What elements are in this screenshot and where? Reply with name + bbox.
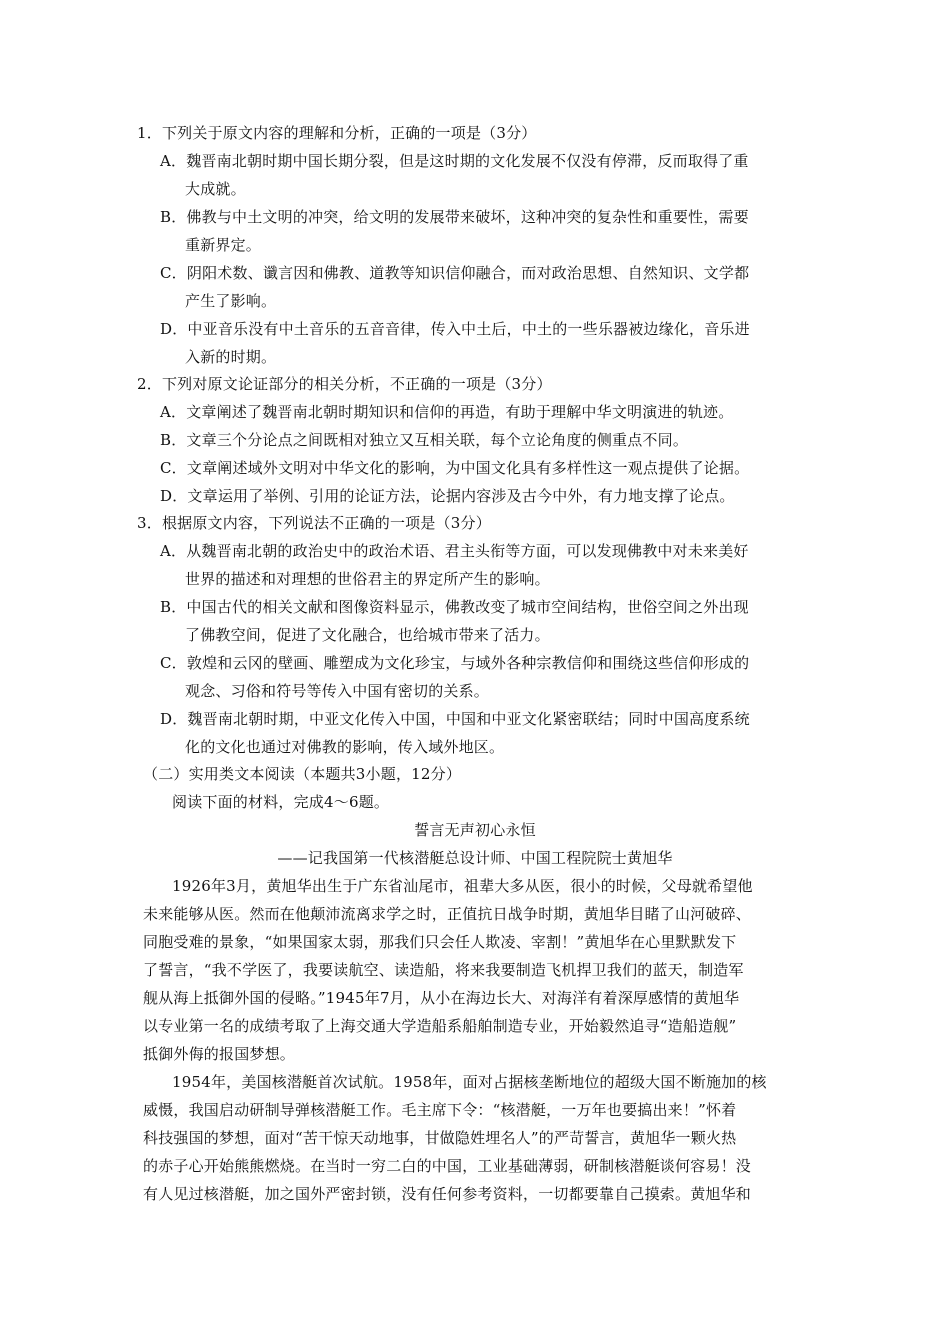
- question-1-option-c: C．阴阳术数、谶言因和佛教、道教等知识信仰融合，而对政治思想、自然知识、文学都: [160, 264, 750, 282]
- question-1-option-b: B．佛教与中土文明的冲突，给文明的发展带来破坏，这种冲突的复杂性和重要性，需要: [160, 208, 749, 226]
- article-paragraph-1-line: 舰从海上抵御外国的侵略。”1945年7月，从小在海边长大、对海洋有着深厚感情的黄旭华: [143, 989, 740, 1007]
- question-2-option-c: C．文章阐述域外文明对中华文化的影响，为中国文化具有多样性这一观点提供了论据。: [160, 459, 750, 477]
- section-instruction: 阅读下面的材料，完成4～6题。: [172, 793, 390, 811]
- question-2-option-d: D．文章运用了举例、引用的论证方法，论据内容涉及古今中外，有力地支撑了论点。: [160, 487, 735, 505]
- question-3-option-d-cont: 化的文化也通过对佛教的影响，传入域外地区。: [185, 738, 505, 756]
- question-2-option-b: B．文章三个分论点之间既相对独立又互相关联，每个立论角度的侧重点不同。: [160, 431, 689, 449]
- question-1-option-d-cont: 入新的时期。: [185, 348, 277, 366]
- question-3-option-b-cont: 了佛教空间，促进了文化融合，也给城市带来了活力。: [185, 626, 550, 644]
- article-title: 誓言无声初心永恒: [414, 821, 536, 839]
- question-3-option-b: B．中国古代的相关文献和图像资料显示，佛教改变了城市空间结构，世俗空间之外出现: [160, 598, 749, 616]
- question-2-option-a: A．文章阐述了魏晋南北朝时期知识和信仰的再造，有助于理解中华文明演进的轨迹。: [160, 403, 734, 421]
- article-subtitle: ——记我国第一代核潜艇总设计师、中国工程院院士黄旭华: [277, 849, 673, 867]
- question-3-stem: 3．根据原文内容，下列说法不正确的一项是（3分）: [137, 514, 491, 532]
- question-3-option-c: C．敦煌和云冈的壁画、雕塑成为文化珍宝，与域外各种宗教信仰和围绕这些信仰形成的: [160, 654, 750, 672]
- question-1-option-c-cont: 产生了影响。: [185, 292, 277, 310]
- question-1-option-a: A．魏晋南北朝时期中国长期分裂，但是这时期的文化发展不仅没有停滞，反而取得了重: [160, 152, 749, 170]
- article-paragraph-2-line: 威慑，我国启动研制导弹核潜艇工作。毛主席下令：“核潜艇，一万年也要搞出来！”怀着: [143, 1101, 737, 1119]
- question-3-option-d: D．魏晋南北朝时期，中亚文化传入中国，中国和中亚文化紧密联结；同时中国高度系统: [160, 710, 750, 728]
- article-paragraph-2-line: 1954年，美国核潜艇首次试航。1958年，面对占据核垄断地位的超级大国不断施加的核: [172, 1073, 767, 1091]
- article-paragraph-2-line: 有人见过核潜艇，加之国外严密封锁，没有任何参考资料，一切都要靠自己摸索。黄旭华和: [143, 1185, 752, 1203]
- article-paragraph-1-line: 以专业第一名的成绩考取了上海交通大学造船系船舶制造专业，开始毅然追寻“造船造舰”: [143, 1017, 737, 1035]
- article-paragraph-1-line: 了誓言，“我不学医了，我要读航空、读造船，将来我要制造飞机捍卫我们的蓝天，制造军: [143, 961, 744, 979]
- article-paragraph-2-line: 的赤子心开始熊熊燃烧。在当时一穷二白的中国，工业基础薄弱，研制核潜艇谈何容易！没: [143, 1157, 752, 1175]
- article-paragraph-1-line: 抵御外侮的报国梦想。: [143, 1045, 296, 1063]
- article-paragraph-1-line: 未来能够从医。然而在他颠沛流离求学之时，正值抗日战争时期，黄旭华目睹了山河破碎、: [143, 905, 752, 923]
- question-3-option-a: A．从魏晋南北朝的政治史中的政治术语、君主头衔等方面，可以发现佛教中对未来美好: [160, 542, 749, 560]
- article-paragraph-1-line: 1926年3月，黄旭华出生于广东省汕尾市，祖辈大多从医，很小的时候，父母就希望他: [172, 877, 753, 895]
- question-3-option-c-cont: 观念、习俗和符号等传入中国有密切的关系。: [185, 682, 490, 700]
- article-paragraph-1-line: 同胞受难的景象，“如果国家太弱，那我们只会任人欺凌、宰割！”黄旭华在心里默默发下: [143, 933, 737, 951]
- question-1-option-b-cont: 重新界定。: [185, 236, 262, 254]
- question-3-option-a-cont: 世界的描述和对理想的世俗君主的界定所产生的影响。: [185, 570, 550, 588]
- section-heading: （二）实用类文本阅读（本题共3小题，12分）: [143, 765, 462, 783]
- question-1-option-a-cont: 大成就。: [185, 180, 246, 198]
- question-2-stem: 2．下列对原文论证部分的相关分析，不正确的一项是（3分）: [137, 375, 552, 393]
- question-1-stem: 1．下列关于原文内容的理解和分析，正确的一项是（3分）: [137, 124, 537, 142]
- question-1-option-d: D．中亚音乐没有中土音乐的五音音律，传入中土后，中土的一些乐器被边缘化，音乐进: [160, 320, 750, 338]
- article-paragraph-2-line: 科技强国的梦想，面对“苦干惊天动地事，甘做隐姓埋名人”的严苛誓言，黄旭华一颗火热: [143, 1129, 737, 1147]
